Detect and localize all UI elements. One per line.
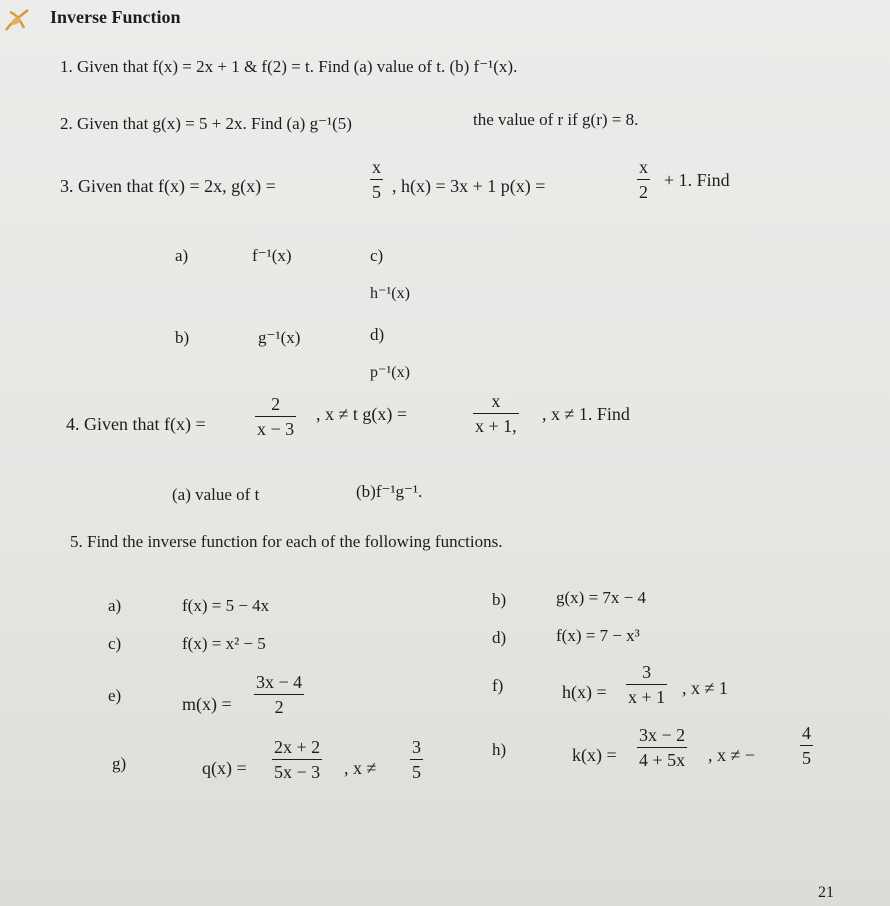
page-number: 21 — [818, 884, 834, 901]
q5-a-label: a) — [108, 596, 122, 615]
q5-h-cond-fraction — [800, 724, 813, 767]
q5-g-cond-numerator: 3 — [412, 737, 421, 757]
q4-g-fraction — [473, 392, 519, 435]
q4-f-fraction — [255, 395, 296, 438]
q5-e-fraction — [254, 673, 304, 716]
q3-part-a-label: a) — [175, 246, 189, 265]
q4-g-denominator: x + 1, — [473, 413, 519, 435]
q5-f-denominator: x + 1 — [626, 684, 667, 706]
question-5-intro: 5. Find the inverse function for each of the following functions. — [70, 532, 503, 551]
q3-part-d-expr: p⁻¹(x) — [370, 364, 410, 381]
q5-c-expr: f(x) = x² − 5 — [182, 634, 266, 653]
question-2-right: the value of r if g(r) = 8. — [473, 110, 639, 129]
q4-f-numerator: 2 — [271, 394, 281, 414]
q3-g-numerator: x — [372, 157, 381, 177]
q5-h-fraction — [637, 726, 687, 769]
q3-part-c-expr: h⁻¹(x) — [370, 285, 410, 302]
q5-g-cond-denominator: 5 — [410, 759, 423, 781]
q5-g-label: g) — [112, 754, 127, 773]
q3-p-fraction — [637, 158, 650, 201]
question-3-end: + 1. Find — [664, 170, 730, 190]
q3-part-a-expr: f⁻¹(x) — [252, 246, 292, 265]
q5-g-condition: , x ≠ — [344, 758, 377, 778]
q5-g-lhs: q(x) = — [202, 758, 247, 778]
page-title: Inverse Function — [50, 7, 181, 27]
q5-e-lhs: m(x) = — [182, 694, 232, 714]
q5-d-label: d) — [492, 628, 507, 647]
q5-f-label: f) — [492, 676, 504, 695]
q5-h-condition: , x ≠ − — [708, 745, 756, 765]
question-1: 1. Given that f(x) = 2x + 1 & f(2) = t. Find (a) value of t. (b) f⁻¹(x). — [60, 57, 518, 76]
q5-c-label: c) — [108, 634, 122, 653]
question-4-intro: 4. Given that f(x) = — [66, 414, 206, 434]
q4-part-b: (b)f⁻¹g⁻¹. — [356, 482, 423, 501]
q5-f-lhs: h(x) = — [562, 682, 607, 702]
q4-part-a: (a) value of t — [172, 485, 260, 504]
q5-h-label: h) — [492, 740, 507, 759]
q5-f-fraction — [626, 663, 667, 706]
q5-g-fraction — [272, 738, 322, 781]
question-3-intro: 3. Given that f(x) = 2x, g(x) = — [60, 176, 276, 196]
question-3-mid: , h(x) = 3x + 1 p(x) = — [392, 176, 546, 196]
q3-part-c-label: c) — [370, 246, 384, 265]
q3-p-numerator: x — [639, 157, 648, 177]
question-4-mid: , x ≠ t g(x) = — [316, 404, 408, 424]
q3-g-fraction — [370, 158, 383, 201]
q3-part-b-expr: g⁻¹(x) — [258, 328, 301, 347]
q3-part-d-label: d) — [370, 325, 385, 344]
q5-e-label: e) — [108, 686, 122, 705]
q5-h-denominator: 4 + 5x — [637, 747, 687, 769]
q5-f-condition: , x ≠ 1 — [682, 678, 728, 698]
q5-f-numerator: 3 — [642, 662, 652, 682]
q5-e-numerator: 3x − 4 — [256, 672, 303, 692]
q3-part-b-label: b) — [175, 328, 190, 347]
q5-d-expr: f(x) = 7 − x³ — [556, 626, 640, 645]
q5-g-cond-fraction — [410, 738, 423, 781]
q4-g-numerator: x — [491, 391, 501, 411]
q5-a-expr: f(x) = 5 − 4x — [182, 596, 270, 615]
q5-g-numerator: 2x + 2 — [274, 737, 321, 757]
q5-h-lhs: k(x) = — [572, 745, 617, 765]
leaf-logo-icon — [2, 4, 36, 38]
question-2-left: 2. Given that g(x) = 5 + 2x. Find (a) g⁻¹(5) — [60, 114, 352, 133]
q5-h-cond-denominator: 5 — [800, 745, 813, 767]
q5-b-expr: g(x) = 7x − 4 — [556, 588, 646, 607]
q3-p-denominator: 2 — [637, 179, 650, 201]
q5-g-denominator: 5x − 3 — [272, 759, 322, 781]
q4-f-denominator: x − 3 — [255, 416, 296, 438]
q5-h-numerator: 3x − 2 — [639, 725, 686, 745]
q5-e-denominator: 2 — [254, 694, 304, 716]
question-4-end: , x ≠ 1. Find — [542, 404, 630, 424]
q3-g-denominator: 5 — [370, 179, 383, 201]
q5-b-label: b) — [492, 590, 507, 609]
q5-h-cond-numerator: 4 — [802, 723, 811, 743]
